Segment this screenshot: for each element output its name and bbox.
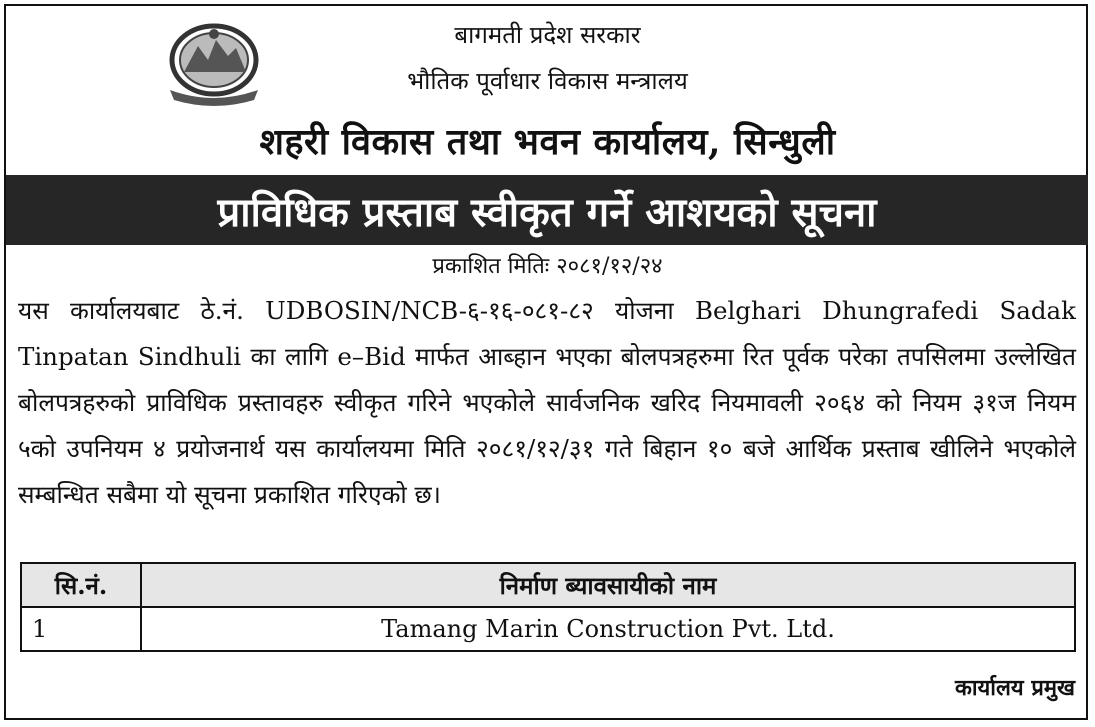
column-header-vendor-name: निर्माण ब्यावसायीको नाम <box>141 563 1075 607</box>
notice-body: यस कार्यालयबाट ठे.नं. UDBOSIN/NCB-६-१६-०८१-८२ योजना Belghari Dhungrafedi Sadak Tinpatan Sindhuli का लागि e–Bid मार्फत आब्हान भएका बोलपत्रहरुमा रित पूर्वक परेका तपसिलमा उल्लेखित बोलपत्रहरुको प्राविधिक प्रस्तावहरु स्वीकृत गरिने भएकोले सार्वजनिक खरिद नियमावली २०६४ को नियम ३१ज नियम ५को उपनियम ४ प्रयोजनार्थ यस कार्यालयमा मिति २०८१/१२/३१ गते बिहान १० बजे आर्थिक प्रस्ताब खीलिने भएकोले सम्बन्धित सबैमा यो सूचना प्रकाशित गरिएको छ। <box>18 296 1076 509</box>
table-header-row <box>21 563 1075 607</box>
signature: कार्यालय प्रमुख <box>954 675 1075 701</box>
notice-title-banner <box>6 175 1088 245</box>
vendor-name-cell: Tamang Marin Construction Pvt. Ltd. <box>141 607 1075 651</box>
office-name: शहरी विकास तथा भवन कार्यालय, सिन्धुली <box>259 121 836 163</box>
serial-cell: 1 <box>21 607 141 651</box>
notice-title: प्राविधिक प्रस्ताब स्वीकृत गर्ने आशयको सूचना <box>217 188 877 236</box>
column-header-serial: सि.नं. <box>21 563 141 607</box>
published-date: प्रकाशित मितिः २०८१/१२/२४ <box>432 254 663 279</box>
table-row <box>21 607 1075 651</box>
ministry-name: भौतिक पूर्वाधार विकास मन्त्रालय <box>407 67 688 95</box>
government-name: बागमती प्रदेश सरकार <box>454 21 641 49</box>
vendor-table <box>20 562 1076 652</box>
